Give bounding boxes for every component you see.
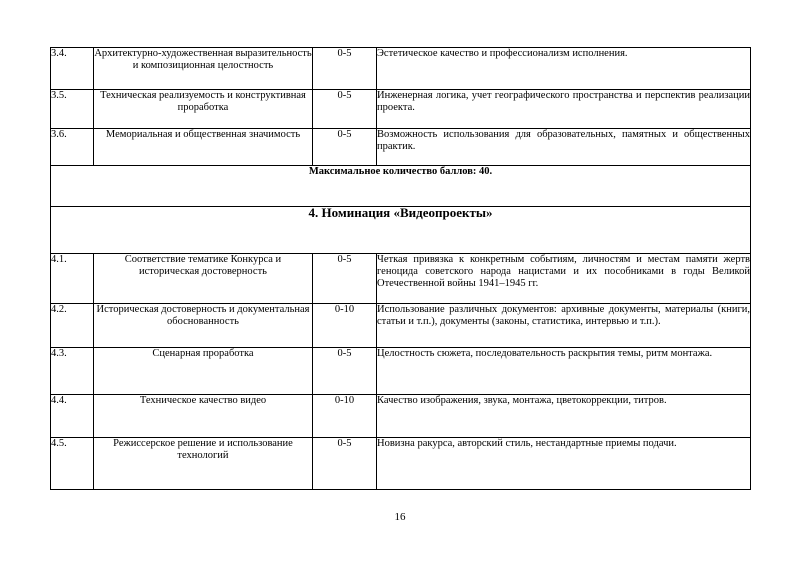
score-range: 0-5 (313, 129, 377, 166)
row-number: 3.6. (51, 129, 94, 166)
score-range: 0-5 (313, 254, 377, 304)
table-row (51, 207, 751, 254)
criterion-name: Техническое качество видео (94, 395, 313, 438)
criterion-description: Четкая привязка к конкретным событиям, личностям и местам памяти жертв геноцида советского народа нацистами и их пособниками в годы Великой Отечественной войны 1941–1945 гг. (377, 254, 751, 304)
score-range: 0-10 (313, 395, 377, 438)
criterion-name: Техническая реализуемость и конструктивная проработка (94, 90, 313, 129)
criteria-table (50, 47, 751, 490)
table-row (51, 438, 751, 490)
criterion-description: Новизна ракурса, авторский стиль, нестандартные приемы подачи. (377, 438, 751, 490)
score-range: 0-5 (313, 48, 377, 90)
score-range: 0-5 (313, 348, 377, 395)
max-points-total: Максимальное количество баллов: 40. (51, 166, 751, 207)
row-number: 4.5. (51, 438, 94, 490)
criterion-name: Сценарная проработка (94, 348, 313, 395)
table-row (51, 348, 751, 395)
row-number: 4.3. (51, 348, 94, 395)
table-row (51, 129, 751, 166)
table-row (51, 395, 751, 438)
criterion-description: Качество изображения, звука, монтажа, цветокоррекции, титров. (377, 395, 751, 438)
criterion-description: Использование различных документов: архивные документы, материалы (книги, статьи и т.п.), документы (законы, статистика, интервью и т.п.). (377, 304, 751, 348)
table-row (51, 304, 751, 348)
score-range: 0-10 (313, 304, 377, 348)
table-row (51, 90, 751, 129)
criterion-name: Историческая достоверность и документальная обоснованность (94, 304, 313, 348)
criterion-description: Целостность сюжета, последовательность раскрытия темы, ритм монтажа. (377, 348, 751, 395)
table-row (51, 48, 751, 90)
criterion-description: Эстетическое качество и профессионализм исполнения. (377, 48, 751, 90)
criterion-name: Соответствие тематике Конкурса и историческая достоверность (94, 254, 313, 304)
row-number: 3.4. (51, 48, 94, 90)
row-number: 4.1. (51, 254, 94, 304)
criterion-description: Инженерная логика, учет географического пространства и перспектив реализации проекта. (377, 90, 751, 129)
criterion-description: Возможность использования для образовательных, памятных и общественных практик. (377, 129, 751, 166)
table-row (51, 166, 751, 207)
row-number: 4.2. (51, 304, 94, 348)
row-number: 4.4. (51, 395, 94, 438)
table-row (51, 254, 751, 304)
page-number: 16 (394, 511, 406, 523)
nomination-heading: 4. Номинация «Видеопроекты» (51, 207, 751, 254)
criterion-name: Мемориальная и общественная значимость (94, 129, 313, 166)
criterion-name: Архитектурно-художественная выразительность и композиционная целостность (94, 48, 313, 90)
criterion-name: Режиссерское решение и использование технологий (94, 438, 313, 490)
score-range: 0-5 (313, 90, 377, 129)
row-number: 3.5. (51, 90, 94, 129)
score-range: 0-5 (313, 438, 377, 490)
